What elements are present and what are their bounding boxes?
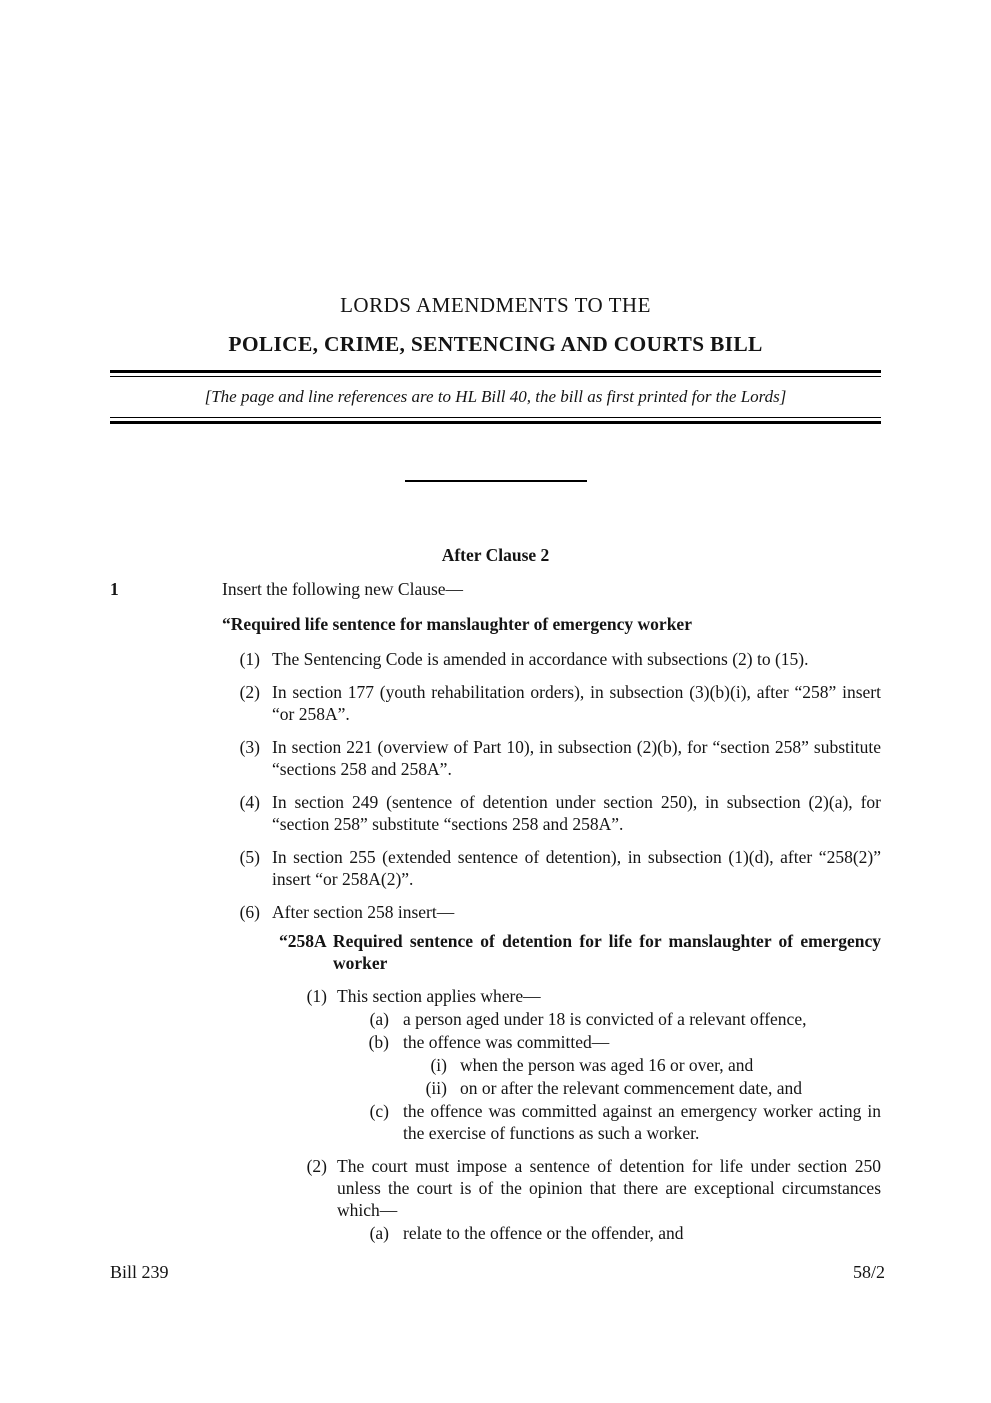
footer-page-reference: 58/2 [852,1262,885,1282]
inserted-paragraph-item [110,1008,881,1030]
place-heading: After Clause 2 [441,545,550,565]
amendment-row [110,578,881,600]
page-content [110,292,881,1244]
amendments-heading: LORDS AMENDMENTS TO THE [340,293,651,317]
inserted-subsection-item [110,985,881,1007]
amendment-instruction: Insert the following new Clause— [222,579,464,599]
inserted-subparagraph-number: (ii) [425,1078,447,1098]
inserted-paragraph-item [110,1100,881,1144]
inserted-subsection-text: This section applies where— [337,986,541,1006]
footer-bill-number: Bill 239 [110,1262,169,1282]
inserted-section-heading: “258A Required sentence of detention for life for manslaughter of emergency worker [279,931,881,973]
inserted-subparagraph-text: on or after the relevant commencement date, and [460,1078,803,1098]
subsection-number: (4) [239,792,260,812]
inserted-paragraph-item [110,1031,881,1053]
inserted-paragraph-number: (a) [369,1009,389,1029]
subsection-text: In section 249 (sentence of detention under section 250), in subsection (2)(a), for “section 258” substitute “sections 258 and 258A”. [272,792,881,834]
top-rule-thin [110,376,881,377]
top-rule-thick [110,370,881,373]
inserted-paragraph-text: relate to the offence or the offender, and [403,1223,684,1243]
inserted-paragraph-number: (b) [368,1032,389,1052]
inserted-subparagraph-number: (i) [430,1055,447,1075]
subsection-number: (2) [239,682,260,702]
bottom-rule-thick [110,421,881,424]
subsection-text: In section 177 (youth rehabilitation orders), in subsection (3)(b)(i), after “258” insert “or 258A”. [272,682,881,724]
subsection-item [110,736,881,780]
subsection-item [110,901,881,923]
subsection-text: In section 255 (extended sentence of detention), in subsection (1)(d), after “258(2)” insert “or 258A(2)”. [272,847,881,889]
inserted-subparagraph-text: when the person was aged 16 or over, and [460,1055,754,1075]
subsection-number: (6) [239,902,260,922]
inserted-paragraph-number: (c) [369,1101,389,1121]
subsection-item [110,791,881,835]
subsection-text: The Sentencing Code is amended in accordance with subsections (2) to (15). [272,649,809,669]
subsection-item [110,681,881,725]
inserted-subsection-text: The court must impose a sentence of detention for life under section 250 unless the court is of the opinion that there are exceptional circumstances which— [337,1156,881,1220]
reference-note-box [110,370,881,424]
page-footer [110,1261,885,1283]
inserted-subparagraph-item [110,1054,881,1076]
subsection-item [110,846,881,890]
reference-note: [The page and line references are to HL Bill 40, the bill as first printed for the Lords] [204,387,787,406]
bottom-rule-thin [110,417,881,418]
subsection-number: (5) [239,847,260,867]
subsection-number: (1) [239,649,260,669]
inserted-subparagraph-item [110,1077,881,1099]
inserted-paragraph-text: a person aged under 18 is convicted of a relevant offence, [403,1009,807,1029]
inserted-subsection-item [110,1155,881,1221]
inserted-paragraph-text: the offence was committed— [403,1032,610,1052]
subsection-item [110,648,881,670]
inserted-subsection-number: (2) [306,1156,327,1176]
subsection-text: After section 258 insert— [272,902,455,922]
inserted-paragraph-item [110,1222,881,1244]
inserted-paragraph-number: (a) [369,1223,389,1243]
subsection-number: (3) [239,737,260,757]
inserted-subsection-number: (1) [306,986,327,1006]
bill-title: POLICE, CRIME, SENTENCING AND COURTS BILL [228,332,763,356]
new-clause-title: “Required life sentence for manslaughter of emergency worker [222,614,692,634]
subsection-text: In section 221 (overview of Part 10), in subsection (2)(b), for “section 258” substitute “sections 258 and 258A”. [272,737,881,779]
amendment-number: 1 [110,579,119,599]
inserted-paragraph-text: the offence was committed against an emergency worker acting in the exercise of functions as such a worker. [403,1101,881,1143]
center-divider-rule [405,480,587,482]
